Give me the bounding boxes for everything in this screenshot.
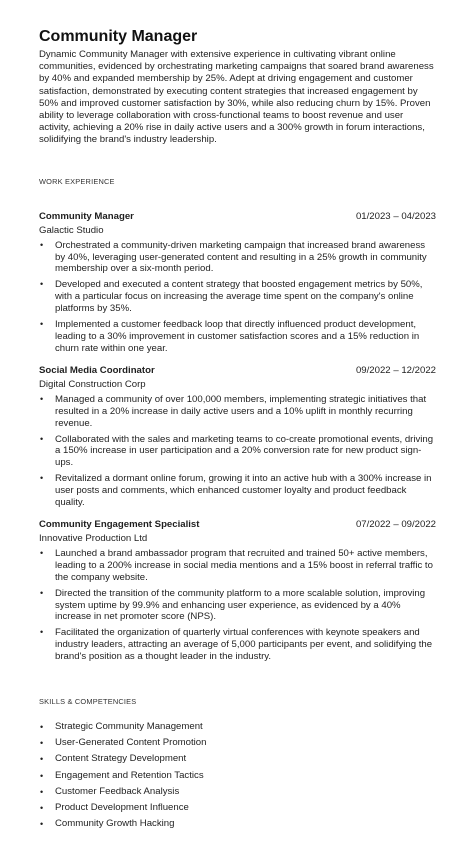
job-title: Community Manager bbox=[39, 210, 134, 222]
skill-item: • Customer Feedback Analysis bbox=[39, 786, 436, 798]
job-bullet: • Managed a community of over 100,000 members, implementing strategic initiatives that resulted in a 20% increase in daily active users and a 10% uplift in monthly recurring revenue. bbox=[39, 394, 436, 430]
skill-item: • Community Growth Hacking bbox=[39, 818, 436, 830]
job-dates: 07/2022 – 09/2022 bbox=[355, 518, 436, 530]
job-company: Galactic Studio bbox=[39, 224, 104, 236]
job-bullets bbox=[39, 394, 436, 509]
job-dates: 01/2023 – 04/2023 bbox=[355, 210, 436, 222]
job-bullet: • Implemented a customer feedback loop that directly influenced product development, leading to a 30% improvement in customer satisfaction scores and a 15% reduction in churn rate within one year. bbox=[39, 319, 436, 355]
skill-item: • Content Strategy Development bbox=[39, 753, 436, 765]
jobs-list bbox=[39, 211, 436, 663]
job-bullet: • Collaborated with the sales and marketing teams to co-create promotional events, driving a 150% increase in user participation and a 20% conversion rate for new product sign-ups. bbox=[39, 434, 436, 470]
job-company: Innovative Production Ltd bbox=[39, 532, 148, 544]
job-bullet: • Facilitated the organization of quarterly virtual conferences with keynote speakers and industry leaders, attracting an average of 5,000 participants per event, and solidifying the brand's position as a thought leader in the industry. bbox=[39, 627, 436, 663]
job-bullet: • Launched a brand ambassador program that recruited and trained 50+ active members, leading to a 200% increase in social media mentions and a 15% boost in referral traffic to the company website. bbox=[39, 548, 436, 584]
job-dates: 09/2022 – 12/2022 bbox=[355, 364, 436, 376]
job-entry bbox=[39, 365, 436, 509]
job-title: Community Engagement Specialist bbox=[39, 518, 200, 530]
skill-item: • Product Development Influence bbox=[39, 802, 436, 814]
work-experience-heading: WORK EXPERIENCE bbox=[39, 176, 115, 186]
job-bullet: • Orchestrated a community-driven marketing campaign that increased brand awareness by 40%, leveraging user-generated content and resulting in a 25% growth in community membership over a six-month period. bbox=[39, 240, 436, 276]
job-bullet: • Directed the transition of the community platform to a more scalable solution, improving system uptime by 99.9% and enhancing user experience, as evidenced by a 40% increase in net promoter score (NPS). bbox=[39, 588, 436, 624]
summary-paragraph: Dynamic Community Manager with extensive experience in cultivating vibrant online communities, evidenced by orchestrating marketing campaigns that soared brand awareness by 40% and expanded membership by 25%. Adept at driving engagement and customer satisfaction, demonstrated by executing content strategies that increased engagement by 50% and improved customer satisfaction by 30%, while also reducing churn by 15%. Proven ability to leverage collaboration with cross-functional teams to boost revenue and user activity, achieving a 20% rise in daily active users and a 300% growth in forum interactions, solidifying the brand's industry leadership. bbox=[39, 49, 434, 146]
job-bullet: • Developed and executed a content strategy that boosted engagement metrics by 50%, with a particular focus on increasing the average time spent on the company's online platforms by 35%. bbox=[39, 279, 436, 315]
skill-item: • User-Generated Content Promotion bbox=[39, 737, 436, 749]
skill-item: • Strategic Community Management bbox=[39, 721, 436, 733]
skills-list bbox=[39, 721, 436, 830]
skill-item: • Engagement and Retention Tactics bbox=[39, 770, 436, 782]
job-entry bbox=[39, 519, 436, 663]
resume-name: Community Manager bbox=[39, 28, 198, 45]
job-bullet: • Revitalized a dormant online forum, growing it into an active hub with a 300% increase in user posts and comments, which enhanced customer loyalty and product feedback quality. bbox=[39, 473, 436, 509]
skills-heading: SKILLS & COMPETENCIES bbox=[39, 697, 137, 707]
job-bullets bbox=[39, 548, 436, 663]
job-entry bbox=[39, 211, 436, 355]
job-bullets bbox=[39, 240, 436, 355]
job-title: Social Media Coordinator bbox=[39, 364, 155, 376]
job-company: Digital Construction Corp bbox=[39, 378, 146, 390]
